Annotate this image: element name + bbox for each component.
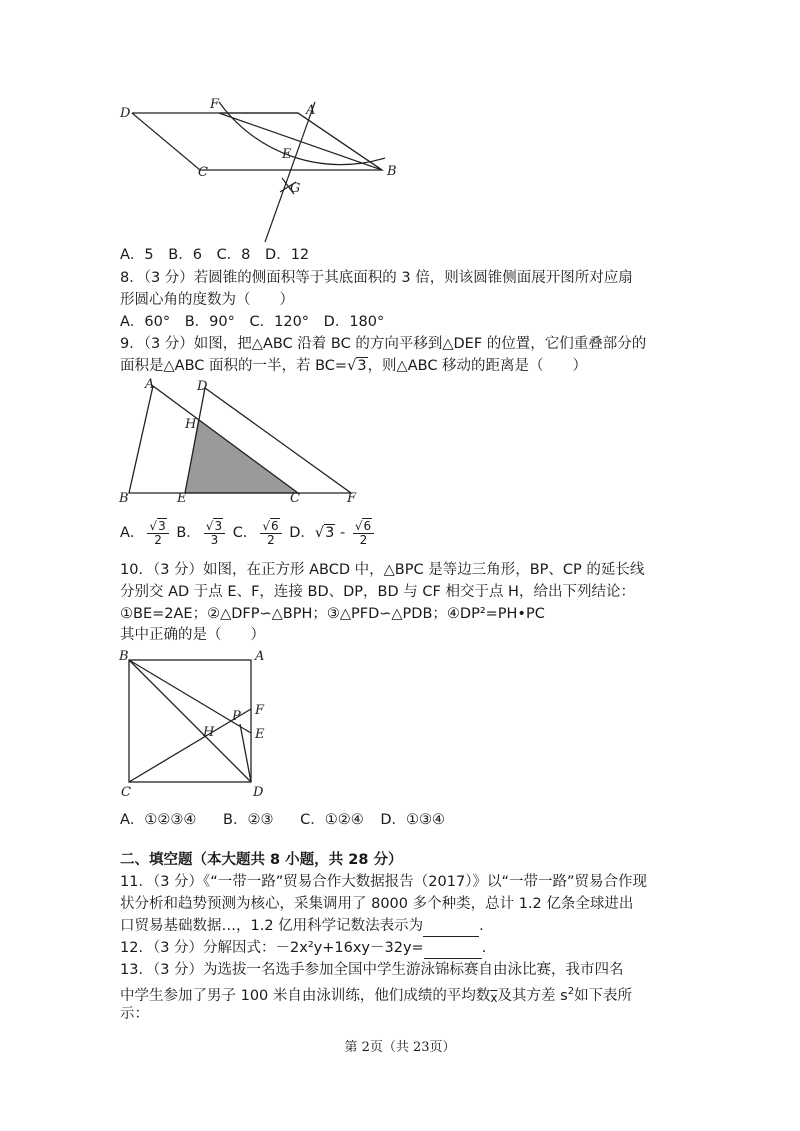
radicand: 6 xyxy=(363,518,372,533)
radicand: 3 xyxy=(357,358,367,374)
q13-line2-text: 中学生参加了男子 100 米自由泳训练，他们成绩的平均数 xyxy=(120,987,491,1004)
q8-line1: 8．（3 分）若圆锥的侧面积等于其底面积的 3 倍，则该圆锥侧面展开图所对应扇 xyxy=(120,270,633,286)
q10-line4: 其中正确的是（ ） xyxy=(120,627,265,643)
q10-line2: 分别交 AD 于点 E、F，连接 BD、DP，BD 与 CF 相交于点 H，给出下列结论： xyxy=(120,584,635,600)
label-f: F xyxy=(210,97,220,112)
option-letter: B． xyxy=(176,525,201,541)
option-d[interactable]: D．180° xyxy=(323,314,385,330)
q7-options xyxy=(120,245,319,265)
overlap-region xyxy=(185,419,298,493)
q13-line3: 示： xyxy=(120,1006,149,1022)
label-d: D xyxy=(253,785,264,800)
parallelogram xyxy=(132,113,382,170)
sqrt-icon: √3 xyxy=(314,525,335,541)
q9-options xyxy=(120,516,377,550)
q10-line1: 10．（3 分）如图，在正方形 ABCD 中，△BPC 是等边三角形，BP、CP 的延长线 xyxy=(120,562,645,578)
label-b: B xyxy=(119,491,129,504)
label-d: D xyxy=(197,379,208,394)
q11-line3-text: 口贸易基础数据…，1.2 亿用科学记数法表示为 xyxy=(120,918,424,934)
label-a: A xyxy=(255,649,265,664)
denominator: 2 xyxy=(359,532,368,547)
radicand: 3 xyxy=(325,525,335,541)
section-title: 二、填空题（本大题共 8 小题，共 28 分） xyxy=(120,852,403,868)
q10-line3: ①BE=2AE；②△DFP∽△BPH；③△PFD∽△PDB；④DP²=PH•PC xyxy=(120,606,545,622)
fraction: $\frac{√3}{3}$ xyxy=(204,520,225,547)
label-f: F xyxy=(347,491,357,504)
q8-line2: 形圆心角的度数为（ ） xyxy=(120,292,294,308)
label-f: F xyxy=(255,703,265,718)
option-a[interactable]: A．①②③④ xyxy=(120,812,197,828)
label-c: C xyxy=(121,785,131,800)
option-letter: C． xyxy=(232,525,258,541)
label-h: H xyxy=(185,417,197,432)
label-d: D xyxy=(120,106,131,121)
denominator: 2 xyxy=(267,532,275,547)
fraction: $\frac{√6}{2}$ xyxy=(353,520,374,547)
figure-q9 xyxy=(115,378,375,504)
label-e: E xyxy=(177,491,187,504)
option-b[interactable]: B．6 xyxy=(168,247,202,263)
option-letter: A． xyxy=(120,525,145,541)
option-d[interactable]: D．12 xyxy=(265,247,310,263)
option-c[interactable]: C．120° xyxy=(249,314,310,330)
option-b[interactable] xyxy=(176,518,228,547)
label-b: B xyxy=(387,164,397,179)
q11-line3 xyxy=(120,916,484,937)
q9-line2 xyxy=(120,356,587,376)
q10-options xyxy=(120,810,455,830)
option-c[interactable]: C．8 xyxy=(216,247,251,263)
q12-text: 12．（3 分）分解因式：－2x²y+16xy－32y= xyxy=(120,940,424,956)
q11-line2: 状分析和趋势预测为核心，采集调用了 8000 多个种类，总计 1.2 亿条全球进出 xyxy=(120,896,634,912)
label-c: C xyxy=(198,165,208,180)
radicand: 6 xyxy=(270,518,279,533)
superscript: 2 xyxy=(567,986,575,997)
q12-line xyxy=(120,938,486,959)
radicand: 3 xyxy=(158,518,166,533)
q8-options xyxy=(120,312,394,332)
period: . xyxy=(479,918,484,934)
q13-line1: 13．（3 分）为选拔一名选手参加全国中学生游泳锦标赛自由泳比赛，我市四名 xyxy=(120,962,624,978)
q9-line2-text: 面积是△ABC 面积的一半，若 BC= xyxy=(120,358,348,374)
option-b[interactable]: B．②③ xyxy=(223,812,274,828)
figure-q10 xyxy=(115,648,275,800)
option-d[interactable]: D．①③④ xyxy=(380,812,445,828)
q13-line2 xyxy=(120,982,632,1008)
option-c[interactable] xyxy=(232,518,285,547)
label-h: H xyxy=(203,725,215,740)
denominator: 3 xyxy=(210,532,219,547)
fraction: $\frac{√6}{2}$ xyxy=(260,520,281,547)
figure-q7 xyxy=(110,92,410,248)
option-a[interactable]: A．60° xyxy=(120,314,171,330)
sqrt-icon: √3 xyxy=(347,358,367,374)
answer-blank[interactable] xyxy=(423,916,479,937)
label-a: A xyxy=(145,378,155,392)
q11-line1: 11．（3 分）《“一带一路”贸易合作大数据报告（2017）》以“一带一路”贸易合作现 xyxy=(120,874,647,890)
q9-line2-tail: ，则△ABC 移动的距离是（ ） xyxy=(367,358,588,374)
label-c: C xyxy=(290,491,300,504)
label-g: G xyxy=(290,181,301,196)
minus-sign: - xyxy=(335,525,350,541)
option-b[interactable]: B．90° xyxy=(184,314,235,330)
page-footer: 第 2页（共 23页） xyxy=(344,1040,456,1055)
q13-line2-mid: 及其方差 s xyxy=(497,987,568,1004)
mean-symbol: $\overline{x}$ xyxy=(490,990,498,1005)
option-letter: D． xyxy=(289,525,315,541)
label-p: P xyxy=(232,709,241,724)
option-a[interactable]: A．5 xyxy=(120,247,154,263)
answer-blank[interactable] xyxy=(424,938,482,959)
q9-line1: 9．（3 分）如图，把△ABC 沿着 BC 的方向平移到△DEF 的位置，它们重叠部分的 xyxy=(120,336,647,352)
label-b: B xyxy=(119,649,129,664)
radicand: 3 xyxy=(214,518,223,533)
period: . xyxy=(481,940,487,956)
option-a[interactable] xyxy=(120,518,172,547)
label-e: E xyxy=(282,147,292,162)
denominator: 2 xyxy=(154,532,162,547)
label-e: E xyxy=(255,727,265,742)
label-a: A xyxy=(306,103,316,118)
option-c[interactable]: C．①②④ xyxy=(300,812,364,828)
q13-line2-tail: 如下表所 xyxy=(574,987,633,1004)
segment-bisector xyxy=(265,102,315,242)
option-d[interactable] xyxy=(289,518,377,547)
fraction: $\frac{√3}{2}$ xyxy=(147,520,168,547)
